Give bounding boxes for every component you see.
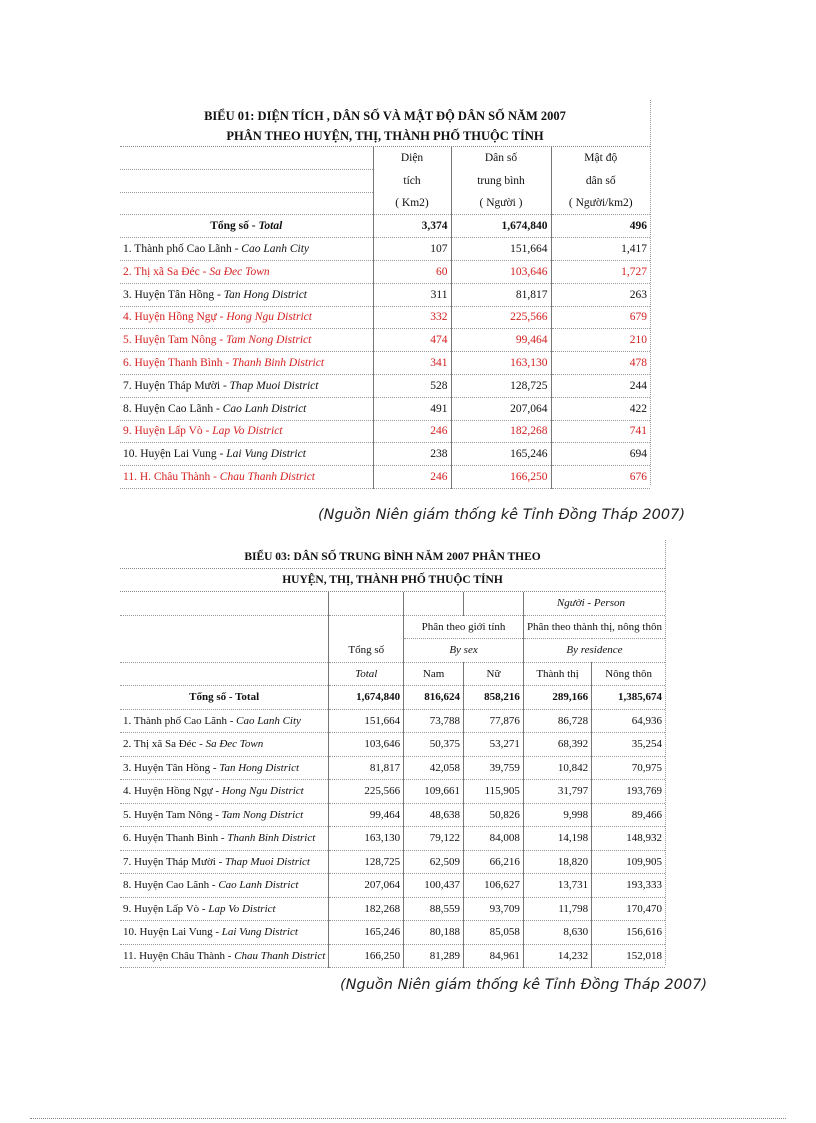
header-by-sex-en: By sex xyxy=(404,639,524,663)
row-label: 4. Huyện Hồng Ngự - Hong Ngu District xyxy=(120,780,329,804)
row-total: 81,817 xyxy=(329,756,404,780)
total-rural: 1,385,674 xyxy=(592,686,665,710)
header-population-unit: ( Người ) xyxy=(451,192,551,215)
row-density: 263 xyxy=(551,283,650,306)
row-rural: 35,254 xyxy=(592,733,665,757)
table-area-population-density xyxy=(120,106,650,489)
table-row xyxy=(120,329,650,352)
row-urban: 14,232 xyxy=(523,944,591,968)
header-by-sex: Phân theo giới tính xyxy=(404,615,524,639)
row-male: 50,375 xyxy=(404,733,464,757)
total-area: 3,374 xyxy=(373,215,451,238)
row-urban: 10,842 xyxy=(523,756,591,780)
row-rural: 193,333 xyxy=(592,874,665,898)
row-label: 11. Huyện Châu Thành - Chau Thanh District xyxy=(120,944,329,968)
row-density: 679 xyxy=(551,306,650,329)
row-male: 79,122 xyxy=(404,827,464,851)
header-by-residence-en: By residence xyxy=(523,639,665,663)
row-rural: 89,466 xyxy=(592,803,665,827)
source-caption-1: (Nguồn Niên giám thống kê Tỉnh Đồng Tháp 2007) xyxy=(318,507,685,523)
row-female: 66,216 xyxy=(464,850,524,874)
table-row xyxy=(120,803,665,827)
row-label: 1. Thành phố Cao Lãnh - Cao Lanh City xyxy=(120,238,373,261)
header-area-unit: ( Km2) xyxy=(373,192,451,215)
total-population: 1,674,840 xyxy=(451,215,551,238)
table-population-by-sex-residence xyxy=(120,546,665,968)
row-population: 182,268 xyxy=(451,420,551,443)
row-female: 93,709 xyxy=(464,897,524,921)
row-area: 60 xyxy=(373,260,451,283)
row-label: 7. Huyện Tháp Mười - Thap Muoi District xyxy=(120,374,373,397)
row-male: 80,188 xyxy=(404,921,464,945)
table2-subtitle: HUYỆN, THỊ, THÀNH PHỐ THUỘC TỈNH xyxy=(120,569,665,592)
row-label: 6. Huyện Thanh Bình - Thanh Binh District xyxy=(120,352,373,375)
row-rural: 170,470 xyxy=(592,897,665,921)
unit-label: Người - Person xyxy=(523,592,665,615)
table-row xyxy=(120,238,650,261)
row-label: 9. Huyện Lấp Vò - Lap Vo District xyxy=(120,897,329,921)
row-female: 39,759 xyxy=(464,756,524,780)
row-male: 62,509 xyxy=(404,850,464,874)
table-row xyxy=(120,306,650,329)
total-population: 1,674,840 xyxy=(329,686,404,710)
table-row xyxy=(120,709,665,733)
row-population: 151,664 xyxy=(451,238,551,261)
total-urban: 289,166 xyxy=(523,686,591,710)
row-area: 107 xyxy=(373,238,451,261)
header-density-unit: ( Người/km2) xyxy=(551,192,650,215)
row-female: 77,876 xyxy=(464,709,524,733)
table-row xyxy=(120,420,650,443)
row-label: 10. Huyện Lai Vung - Lai Vung District xyxy=(120,921,329,945)
row-urban: 68,392 xyxy=(523,733,591,757)
header-total: Tổng số xyxy=(329,639,404,663)
row-female: 84,961 xyxy=(464,944,524,968)
header-urban: Thành thị xyxy=(523,662,591,686)
row-rural: 70,975 xyxy=(592,756,665,780)
row-total: 165,246 xyxy=(329,921,404,945)
header-female: Nữ xyxy=(464,662,524,686)
row-area: 246 xyxy=(373,466,451,489)
row-density: 676 xyxy=(551,466,650,489)
row-urban: 9,998 xyxy=(523,803,591,827)
total-male: 816,624 xyxy=(404,686,464,710)
row-total: 163,130 xyxy=(329,827,404,851)
row-rural: 152,018 xyxy=(592,944,665,968)
header-area-2: tích xyxy=(373,169,451,192)
row-area: 341 xyxy=(373,352,451,375)
row-female: 115,905 xyxy=(464,780,524,804)
table-row xyxy=(120,874,665,898)
row-total: 207,064 xyxy=(329,874,404,898)
row-total: 103,646 xyxy=(329,733,404,757)
row-area: 238 xyxy=(373,443,451,466)
table-row xyxy=(120,733,665,757)
row-rural: 109,905 xyxy=(592,850,665,874)
row-population: 225,566 xyxy=(451,306,551,329)
row-female: 50,826 xyxy=(464,803,524,827)
row-population: 99,464 xyxy=(451,329,551,352)
row-density: 478 xyxy=(551,352,650,375)
row-density: 694 xyxy=(551,443,650,466)
table-row xyxy=(120,921,665,945)
row-rural: 148,932 xyxy=(592,827,665,851)
table-row xyxy=(120,756,665,780)
row-male: 73,788 xyxy=(404,709,464,733)
table-row xyxy=(120,850,665,874)
row-population: 103,646 xyxy=(451,260,551,283)
row-area: 474 xyxy=(373,329,451,352)
row-density: 422 xyxy=(551,397,650,420)
row-male: 42,058 xyxy=(404,756,464,780)
row-population: 81,817 xyxy=(451,283,551,306)
row-urban: 31,797 xyxy=(523,780,591,804)
header-population-1: Dân số xyxy=(451,147,551,169)
row-total: 128,725 xyxy=(329,850,404,874)
table1-grid xyxy=(120,147,650,489)
row-label: 7. Huyện Tháp Mười - Thap Muoi District xyxy=(120,850,329,874)
row-label: 1. Thành phố Cao Lãnh - Cao Lanh City xyxy=(120,709,329,733)
table-row xyxy=(120,897,665,921)
table-row xyxy=(120,283,650,306)
table1-total-row xyxy=(120,215,650,238)
table2-grid xyxy=(120,592,665,968)
row-total: 151,664 xyxy=(329,709,404,733)
row-area: 332 xyxy=(373,306,451,329)
row-area: 311 xyxy=(373,283,451,306)
row-label: 8. Huyện Cao Lãnh - Cao Lanh District xyxy=(120,874,329,898)
row-male: 81,289 xyxy=(404,944,464,968)
total-label: Tổng số - Total xyxy=(120,215,373,238)
table1-subtitle: PHÂN THEO HUYỆN, THỊ, THÀNH PHỐ THUỘC TỈNH xyxy=(120,126,650,147)
row-population: 207,064 xyxy=(451,397,551,420)
header-male: Nam xyxy=(404,662,464,686)
row-population: 163,130 xyxy=(451,352,551,375)
row-density: 1,727 xyxy=(551,260,650,283)
row-urban: 18,820 xyxy=(523,850,591,874)
row-total: 225,566 xyxy=(329,780,404,804)
row-total: 99,464 xyxy=(329,803,404,827)
row-density: 244 xyxy=(551,374,650,397)
table-row xyxy=(120,443,650,466)
row-urban: 13,731 xyxy=(523,874,591,898)
row-area: 491 xyxy=(373,397,451,420)
row-rural: 193,769 xyxy=(592,780,665,804)
row-urban: 14,198 xyxy=(523,827,591,851)
table-row xyxy=(120,827,665,851)
row-male: 109,661 xyxy=(404,780,464,804)
row-density: 210 xyxy=(551,329,650,352)
total-label: Tổng số - Total xyxy=(120,686,329,710)
row-population: 128,725 xyxy=(451,374,551,397)
header-density-1: Mật độ xyxy=(551,147,650,169)
row-male: 88,559 xyxy=(404,897,464,921)
row-density: 741 xyxy=(551,420,650,443)
row-label: 3. Huyện Tân Hồng - Tan Hong District xyxy=(120,756,329,780)
header-rural: Nông thôn xyxy=(592,662,665,686)
row-label: 10. Huyện Lai Vung - Lai Vung District xyxy=(120,443,373,466)
header-area-1: Diện xyxy=(373,147,451,169)
row-urban: 11,798 xyxy=(523,897,591,921)
table2-right-rule xyxy=(665,540,666,965)
row-area: 246 xyxy=(373,420,451,443)
row-urban: 86,728 xyxy=(523,709,591,733)
total-female: 858,216 xyxy=(464,686,524,710)
header-density-2: dân số xyxy=(551,169,650,192)
table-row xyxy=(120,397,650,420)
row-label: 2. Thị xã Sa Đéc - Sa Đec Town xyxy=(120,733,329,757)
row-label: 4. Huyện Hồng Ngự - Hong Ngu District xyxy=(120,306,373,329)
row-label: 3. Huyện Tân Hồng - Tan Hong District xyxy=(120,283,373,306)
table1-title: BIỂU 01: DIỆN TÍCH , DÂN SỐ VÀ MẬT ĐỘ DÂN SỐ NĂM 2007 xyxy=(204,109,566,123)
row-total: 182,268 xyxy=(329,897,404,921)
source-caption-2: (Nguồn Niên giám thống kê Tỉnh Đồng Tháp 2007) xyxy=(340,977,707,993)
table-row xyxy=(120,780,665,804)
row-label: 5. Huyện Tam Nông - Tam Nong District xyxy=(120,803,329,827)
row-label: 9. Huyện Lấp Vò - Lap Vo District xyxy=(120,420,373,443)
table1-right-rule xyxy=(650,100,651,485)
header-total-en: Total xyxy=(329,662,404,686)
row-female: 53,271 xyxy=(464,733,524,757)
table-row xyxy=(120,260,650,283)
row-label: 6. Huyện Thanh Bình - Thanh Binh District xyxy=(120,827,329,851)
total-density: 496 xyxy=(551,215,650,238)
row-population: 166,250 xyxy=(451,466,551,489)
row-male: 48,638 xyxy=(404,803,464,827)
row-male: 100,437 xyxy=(404,874,464,898)
page-bottom-rule xyxy=(30,1118,786,1119)
header-population-2: trung bình xyxy=(451,169,551,192)
table-row xyxy=(120,352,650,375)
row-density: 1,417 xyxy=(551,238,650,261)
row-female: 85,058 xyxy=(464,921,524,945)
row-population: 165,246 xyxy=(451,443,551,466)
table2-title: BIỂU 03: DÂN SỐ TRUNG BÌNH NĂM 2007 PHÂN THEO xyxy=(120,546,665,569)
row-female: 106,627 xyxy=(464,874,524,898)
header-by-residence: Phân theo thành thị, nông thôn xyxy=(523,615,665,639)
row-rural: 64,936 xyxy=(592,709,665,733)
row-rural: 156,616 xyxy=(592,921,665,945)
table2-total-row xyxy=(120,686,665,710)
table-row xyxy=(120,466,650,489)
row-label: 5. Huyện Tam Nông - Tam Nong District xyxy=(120,329,373,352)
table-row xyxy=(120,374,650,397)
row-label: 11. H. Châu Thành - Chau Thanh District xyxy=(120,466,373,489)
row-label: 2. Thị xã Sa Đéc - Sa Đec Town xyxy=(120,260,373,283)
row-urban: 8,630 xyxy=(523,921,591,945)
row-area: 528 xyxy=(373,374,451,397)
row-total: 166,250 xyxy=(329,944,404,968)
table-row xyxy=(120,944,665,968)
row-label: 8. Huyện Cao Lãnh - Cao Lanh District xyxy=(120,397,373,420)
row-female: 84,008 xyxy=(464,827,524,851)
